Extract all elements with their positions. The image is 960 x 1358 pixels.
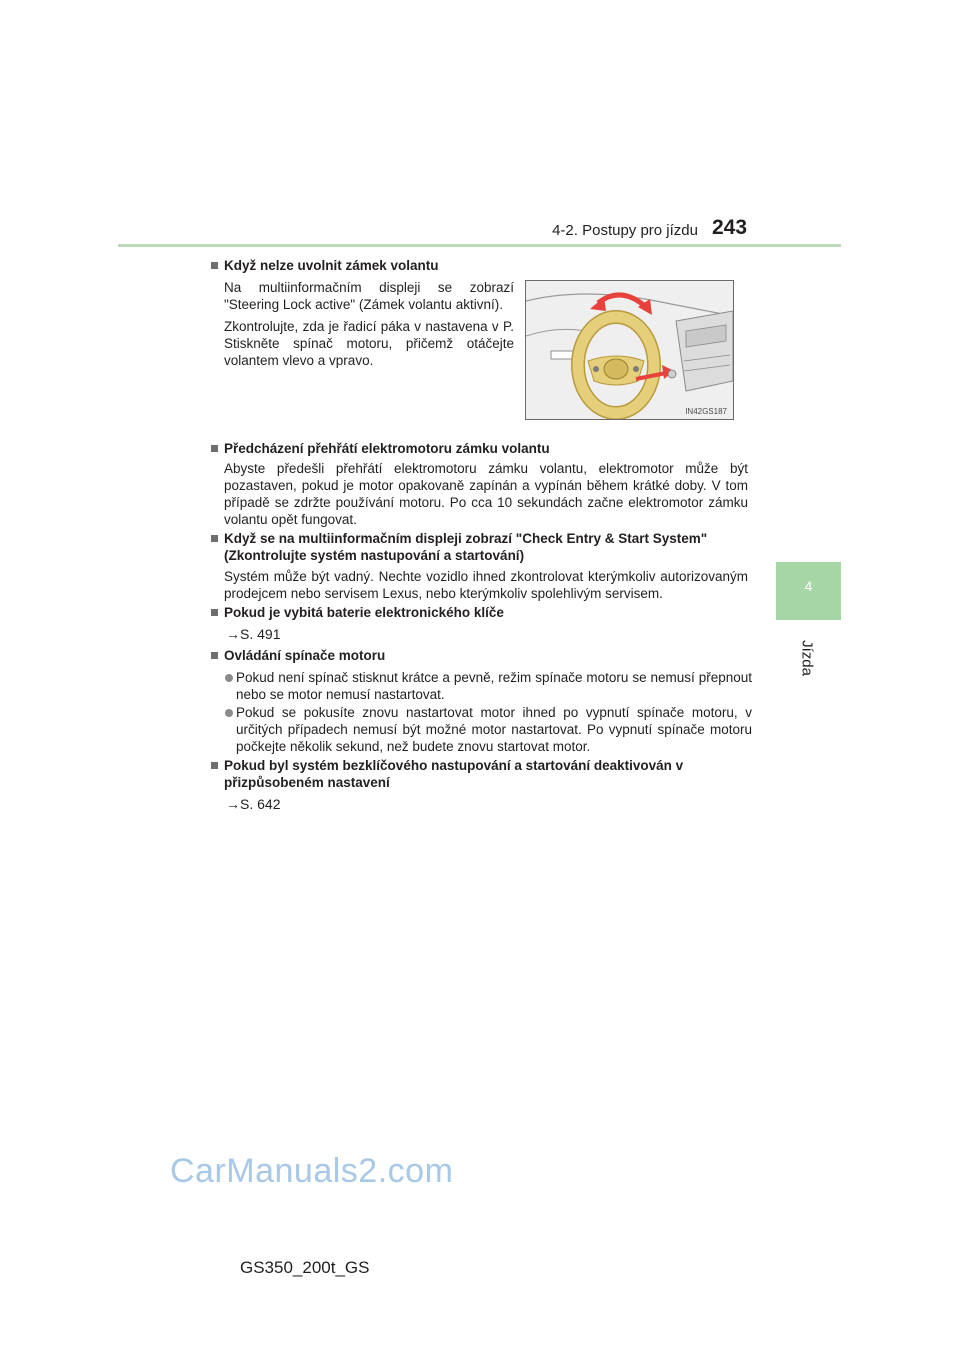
chapter-label-text: Jízda bbox=[798, 640, 816, 676]
figure-code: IN42GS187 bbox=[685, 407, 727, 416]
steering-wheel-icon bbox=[526, 281, 733, 419]
header-divider bbox=[118, 244, 841, 247]
chapter-label bbox=[787, 628, 827, 688]
paragraph: Na multiinformačním displeji se zobrazí "Steering Lock active" (Zámek volantu aktivní). bbox=[224, 280, 514, 312]
square-bullet-icon bbox=[211, 535, 218, 542]
paragraph: Zkontrolujte, zda je řadicí páka v nastavena v P. Stiskněte spínač motoru, přičemž otáčejte volantem vlevo a vpravo. bbox=[224, 319, 514, 368]
footer-model-code: GS350_200t_GS bbox=[240, 1258, 370, 1277]
section-heading: Když nelze uvolnit zámek volantu bbox=[212, 257, 752, 274]
section-heading: Předcházení přehřátí elektromotoru zámku volantu bbox=[212, 440, 752, 457]
section-heading: Pokud byl systém bezklíčového nastupování a startování deaktivován v přizpůsobeném nastavení bbox=[212, 757, 752, 791]
page-reference: →S. 491 bbox=[226, 626, 281, 642]
square-bullet-icon bbox=[211, 262, 218, 269]
section-heading: Pokud je vybitá baterie elektronického klíče bbox=[212, 604, 752, 621]
header-section-title: 4-2. Postupy pro jízdu bbox=[552, 222, 698, 239]
steering-wheel-illustration bbox=[525, 280, 734, 420]
section-heading: Když se na multiinformačním displeji zobrazí "Check Entry & Start System" (Zkontrolujte systém nastupování a startování) bbox=[212, 530, 752, 564]
chapter-number: 4 bbox=[804, 578, 813, 594]
circle-bullet-icon bbox=[225, 709, 233, 717]
square-bullet-icon bbox=[211, 445, 218, 452]
list-item: Pokud se pokusíte znovu nastartovat motor ihned po vypnutí spínače motoru, v určitých případech nemusí být možné motor nastartovat. Po vypnutí spínače motoru počkejte několik sekund, než budete znovu startovat motor. bbox=[224, 704, 752, 755]
section-heading: Ovládání spínače motoru bbox=[212, 647, 752, 664]
paragraph: Abyste předešli přehřátí elektromotoru zámku volantu, elektromotor může být pozastaven, pokud je motor opakovaně zapínán a vypínán během krátké doby. V tom případě se zdržte používání motoru. Po cca 10 sekundách začne elektromotor zámku volantu opět fungovat. bbox=[224, 461, 748, 527]
square-bullet-icon bbox=[211, 609, 218, 616]
page-number: 243 bbox=[712, 216, 748, 239]
circle-bullet-icon bbox=[225, 674, 233, 682]
square-bullet-icon bbox=[211, 652, 218, 659]
watermark-logo: CarManuals2.com bbox=[170, 1152, 454, 1190]
list-item: Pokud není spínač stisknut krátce a pevně, režim spínače motoru se nemusí přepnout nebo se motor nemusí nastartovat. bbox=[224, 669, 752, 703]
page-reference: →S. 642 bbox=[226, 796, 281, 812]
square-bullet-icon bbox=[211, 762, 218, 769]
paragraph: Systém může být vadný. Nechte vozidlo ihned zkontrolovat kterýmkoliv autorizovaným prodejcem nebo servisem Lexus, nebo kterýmkoliv spolehlivým servisem. bbox=[224, 569, 748, 601]
